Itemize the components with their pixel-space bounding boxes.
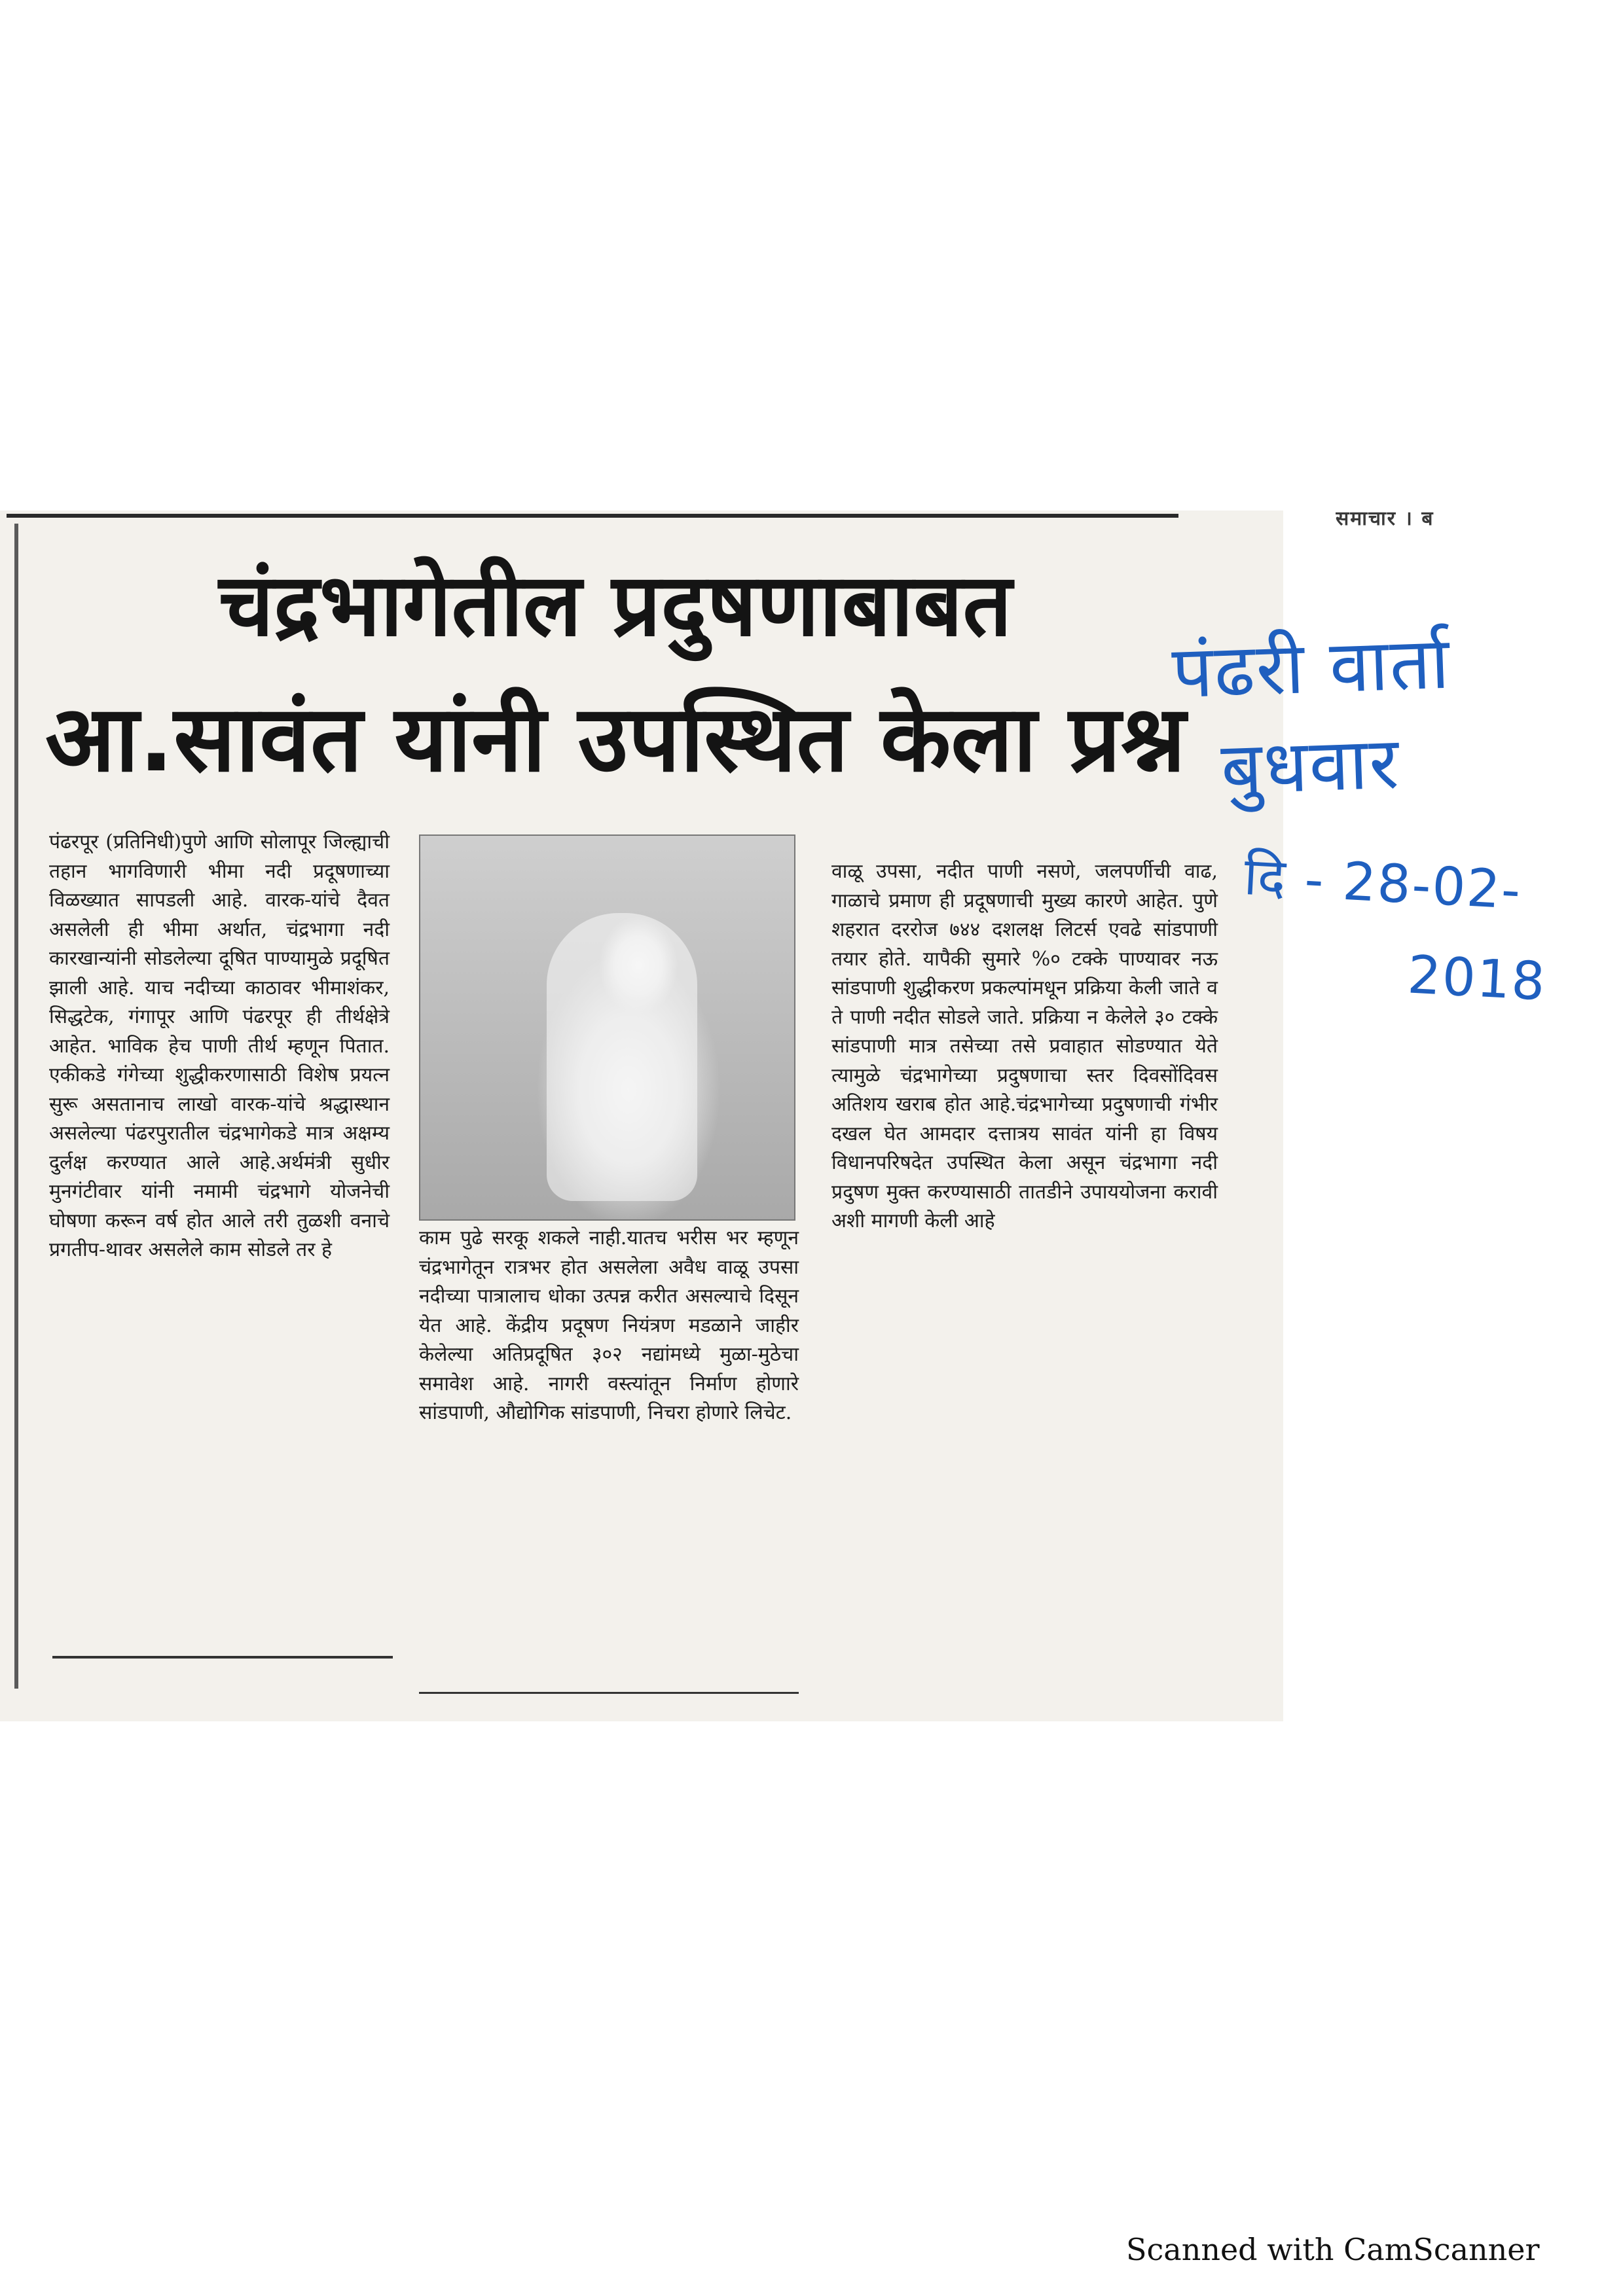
- handwritten-weekday: बुधवार: [1219, 721, 1402, 811]
- column-2-bottom-rule: [419, 1692, 799, 1694]
- top-rule: [7, 514, 1178, 518]
- article-column-2: काम पुढे सरकू शकले नाही.यातच भरीस भर म्हणून चंद्रभागेतून रात्रभर होत असलेला अवैध वाळू उपसा नदीच्या पात्रालाच धोका उत्पन्न करीत असल्याचे दिसून येत आहे. केंद्रीय प्रदूषण नियंत्रण मडळाने जाहीर केलेल्या अतिप्रदूषित ३०२ नद्यांमध्ये मुळा-मुठेचा समावेश आहे. नागरी वस्त्यांतून निर्माण होणारे सांडपाणी, औद्योगिक सांडपाणी, निचरा होणारे लिचेट.: [419, 1227, 799, 1424]
- article-photo: [419, 834, 795, 1221]
- handwritten-date: दि - 28-02-: [1242, 845, 1523, 922]
- article-column-3: वाळू उपसा, नदीत पाणी नसणे, जलपर्णीची वाढ, गाळाचे प्रमाण ही प्रदूषणाची मुख्य कारणे आहेत. पुणे शहरात दररोज ७४४ दशलक्ष लिटर्स एवढे सांडपाणी तयार होते. यापैकी सुमारे %० टक्के पाण्यावर नऊ सांडपाणी शुद्धीकरण प्रकल्पांमधून प्रक्रिया केली जाते व ते पाणी नदीत सोडले जाते. प्रक्रिया न केलेले ३० टक्के सांडपाणी मात्र तसेच्या तसे प्रवाहात सोडण्यात येते त्यामुळे चंद्रभागेच्या प्रदुषणाचा स्तर दिवसोंदिवस अतिशय खराब होत आहे.चंद्रभागेच्या प्रदुषणाची गंभीर दखल घेत आमदार दत्तात्रय सावंत यांनी हा विषय विधानपरिषदेत उपस्थित केला असून चंद्रभागा नदी प्रदुषण मुक्त करण्यासाठी तातडीने उपाययोजना करावी अशी मागणी केली आहे: [831, 860, 1218, 1232]
- handwritten-year: 2018: [1406, 944, 1548, 1013]
- column-1-bottom-rule: [52, 1656, 393, 1659]
- headline-line-1: चंद्रभागेतील प्रदुषणाबाबत: [219, 555, 1012, 656]
- article-column-1: पंढरपूर (प्रतिनिधी)पुणे आणि सोलापूर जिल्ह्याची तहान भागविणारी भीमा नदी प्रदूषणाच्या विळख्यात सापडली आहे. वारक-यांचे दैवत असलेली ही भीमा अर्थात, चंद्रभागा नदी कारखान्यांनी सोडलेल्या दूषित पाण्यामुळे प्रदूषित झाली आहे. याच नदीच्या काठावर भीमाशंकर, सिद्धटेक, गंगापूर आणि पंढरपूर ही तीर्थक्षेत्रे आहेत. भाविक हेच पाणी तीर्थ म्हणून पितात. एकीकडे गंगेच्या शुद्धीकरणासाठी विशेष प्रयत्न सुरू असतानाच लाखो वारक-यांचे श्रद्धास्थान असलेल्या पंढरपुरातील चंद्रभागेकडे मात्र अक्षम्य दुर्लक्ष करण्यात आले आहे.अर्थमंत्री सुधीर मुनगंटीवार यांनी नमामी चंद्रभागे योजनेची घोषणा करून वर्ष होत आले तरी तुळशी वनाचे प्रगतीप-थावर असलेले काम सोडले तर हे: [49, 831, 390, 1261]
- photo-person-figure: [547, 913, 697, 1201]
- scanner-watermark: Scanned with CamScanner: [1126, 2232, 1540, 2267]
- handwritten-newspaper-name: पंढरी वार्ता: [1170, 620, 1452, 715]
- headline-line-2: आ.सावंत यांनी उपस्थित केला प्रश्न: [45, 686, 1186, 793]
- top-text-fragment: समाचार । ब: [1336, 507, 1434, 526]
- clipping-left-edge: [14, 524, 18, 1689]
